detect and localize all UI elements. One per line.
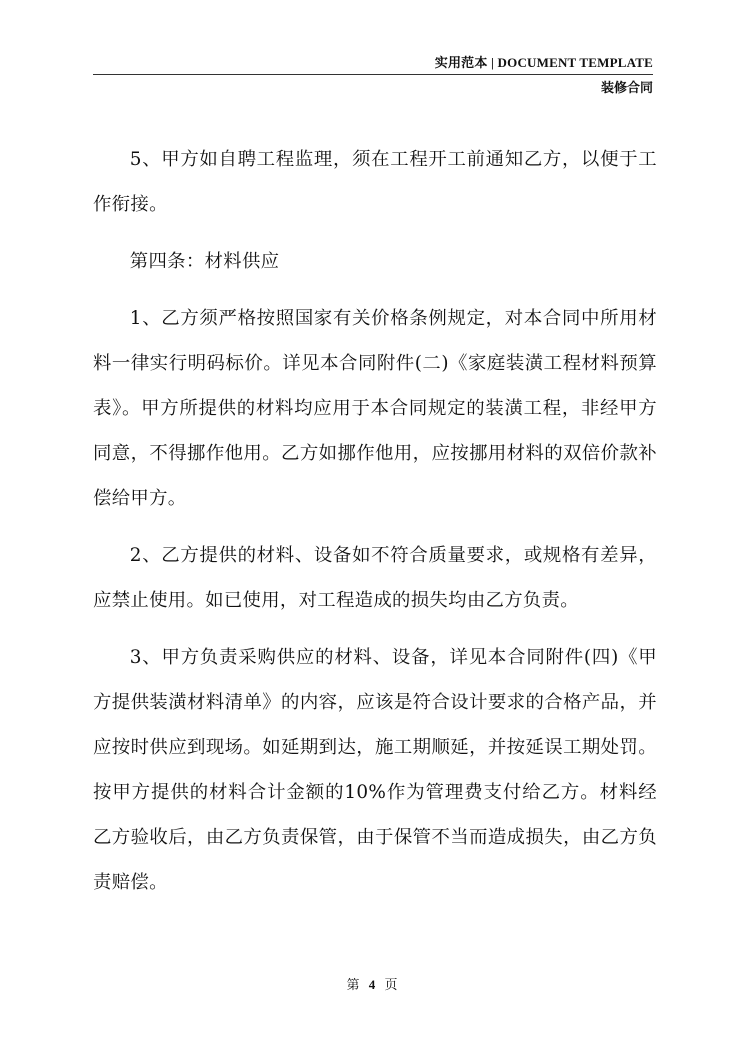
page-footer	[0, 974, 744, 993]
page-label-suffix: 页	[384, 977, 398, 992]
document-subtitle: 装修合同	[600, 80, 653, 95]
paragraph-item-3: 3、甲方负责采购供应的材料、设备，详见本合同附件(四)《甲方提供装潢材料清单》的内容，应该是符合设计要求的合格产品，并应按时供应到现场。如延期到达，施工期顺延，并按延误工期处罚。按甲方提供的材料合计金额的10%作为管理费支付给乙方。材料经乙方验收后，由乙方负责保管，由于保管不当而造成损失，由乙方负责赔偿。	[93, 647, 657, 893]
page-number: 4	[368, 977, 376, 992]
paragraph-item-1: 1、乙方须严格按照国家有关价格条例规定，对本合同中所用材料一律实行明码标价。详见本合同附件(二)《家庭装潢工程材料预算表》。甲方所提供的材料均应用于本合同规定的装潢工程，非经甲方同意，不得挪作他用。乙方如挪作他用，应按挪用材料的双倍价款补偿给甲方。	[93, 308, 657, 509]
paragraph-item-2: 2、乙方提供的材料、设备如不符合质量要求，或规格有差异，应禁止使用。如已使用，对工程造成的损失均由乙方负责。	[93, 545, 657, 611]
section-heading-article-4: 第四条：材料供应	[129, 251, 280, 272]
header-title: 实用范本 | DOCUMENT TEMPLATE	[434, 55, 653, 70]
page-label-prefix: 第	[346, 977, 360, 992]
document-body	[93, 137, 657, 917]
paragraph-clause-5: 5、甲方如自聘工程监理，须在工程开工前通知乙方，以便于工作衔接。	[93, 149, 657, 215]
page-header	[93, 52, 653, 75]
